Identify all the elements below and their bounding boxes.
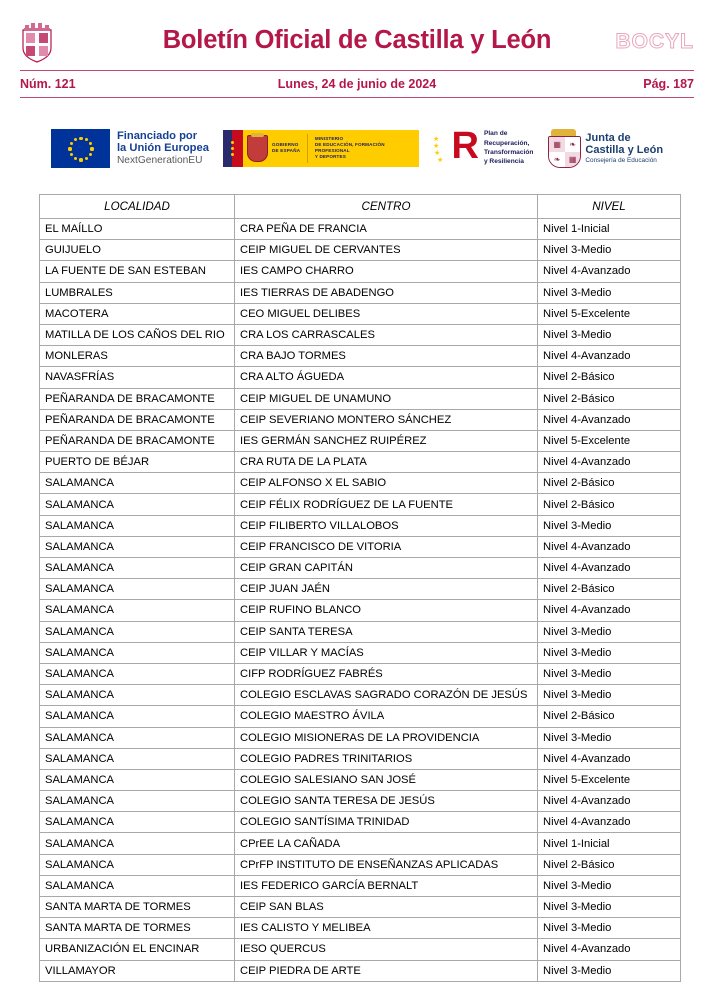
- table-header-row: [40, 195, 681, 219]
- cell-nivel: Nivel 4-Avanzado: [538, 748, 681, 769]
- plan-recuperacion-logo: [432, 124, 534, 167]
- cell-localidad: SALAMANCA: [40, 536, 235, 557]
- centros-table-wrapper: [39, 194, 680, 982]
- ministry-line3: Y DEPORTES: [314, 154, 346, 160]
- cell-centro: CPrFP INSTITUTO DE ENSEÑANZAS APLICADAS: [235, 854, 538, 875]
- table-row: [40, 473, 681, 494]
- cell-localidad: SALAMANCA: [40, 727, 235, 748]
- cell-centro: COLEGIO PADRES TRINITARIOS: [235, 748, 538, 769]
- cell-localidad: SALAMANCA: [40, 642, 235, 663]
- table-row: [40, 600, 681, 621]
- cell-centro: IES CALISTO Y MELIBEA: [235, 918, 538, 939]
- cell-nivel: Nivel 2-Básico: [538, 579, 681, 600]
- cell-localidad: SALAMANCA: [40, 663, 235, 684]
- table-row: [40, 324, 681, 345]
- spain-coat-of-arms-icon: [243, 130, 272, 167]
- cell-localidad: SALAMANCA: [40, 600, 235, 621]
- table-row: [40, 240, 681, 261]
- cell-localidad: SALAMANCA: [40, 875, 235, 896]
- eu-funding-line2: la Unión Europea: [116, 141, 209, 154]
- ministry-line2: DE EDUCACIÓN, FORMACIÓN PROFESIONAL: [314, 141, 385, 153]
- cell-localidad: VILLAMAYOR: [40, 960, 235, 981]
- issue-date: Lunes, 24 de junio de 2024: [277, 77, 437, 91]
- cell-localidad: SALAMANCA: [40, 854, 235, 875]
- european-union-logo: [51, 129, 209, 168]
- cell-centro: COLEGIO MISIONERAS DE LA PROVIDENCIA: [235, 727, 538, 748]
- cell-localidad: MONLERAS: [40, 346, 235, 367]
- cell-nivel: Nivel 4-Avanzado: [538, 261, 681, 282]
- prtr-mark-icon: ★ ★ ★ ★ R: [432, 124, 479, 167]
- cell-localidad: PUERTO DE BÉJAR: [40, 452, 235, 473]
- cell-nivel: Nivel 3-Medio: [538, 897, 681, 918]
- cell-centro: CRA RUTA DE LA PLATA: [235, 452, 538, 473]
- cell-nivel: Nivel 4-Avanzado: [538, 939, 681, 960]
- cell-localidad: SALAMANCA: [40, 812, 235, 833]
- table-row: [40, 282, 681, 303]
- cell-nivel: Nivel 4-Avanzado: [538, 452, 681, 473]
- table-row: [40, 621, 681, 642]
- cell-localidad: LUMBRALES: [40, 282, 235, 303]
- cell-localidad: PEÑARANDA DE BRACAMONTE: [40, 388, 235, 409]
- table-row: [40, 452, 681, 473]
- cell-nivel: Nivel 2-Básico: [538, 388, 681, 409]
- cell-nivel: Nivel 4-Avanzado: [538, 600, 681, 621]
- table-row: [40, 663, 681, 684]
- cell-localidad: PEÑARANDA DE BRACAMONTE: [40, 430, 235, 451]
- cell-centro: CPrEE LA CAÑADA: [235, 833, 538, 854]
- prtr-letter: R: [451, 124, 479, 167]
- cell-nivel: Nivel 3-Medio: [538, 875, 681, 896]
- centros-table: [39, 194, 681, 982]
- cell-localidad: GUIJUELO: [40, 240, 235, 261]
- table-row: [40, 769, 681, 790]
- cell-nivel: Nivel 3-Medio: [538, 515, 681, 536]
- cell-localidad: SALAMANCA: [40, 769, 235, 790]
- cell-nivel: Nivel 3-Medio: [538, 240, 681, 261]
- junta-castilla-leon-logo: [547, 129, 663, 167]
- cell-centro: CEIP MIGUEL DE CERVANTES: [235, 240, 538, 261]
- cell-localidad: SALAMANCA: [40, 515, 235, 536]
- cell-centro: CEIP VILLAR Y MACÍAS: [235, 642, 538, 663]
- table-row: [40, 918, 681, 939]
- cell-localidad: SALAMANCA: [40, 473, 235, 494]
- cell-centro: COLEGIO SANTÍSIMA TRINIDAD: [235, 812, 538, 833]
- table-row: [40, 960, 681, 981]
- cell-localidad: SANTA MARTA DE TORMES: [40, 918, 235, 939]
- table-row: [40, 494, 681, 515]
- cell-centro: IES CAMPO CHARRO: [235, 261, 538, 282]
- junta-coat-of-arms-icon: ▦ ❧ ❧ ▦: [547, 129, 580, 167]
- cell-centro: IESO QUERCUS: [235, 939, 538, 960]
- table-row: [40, 642, 681, 663]
- column-header-localidad: LOCALIDAD: [40, 195, 235, 219]
- cell-localidad: SALAMANCA: [40, 579, 235, 600]
- cell-centro: CEIP RUFINO BLANCO: [235, 600, 538, 621]
- column-header-centro: CENTRO: [235, 195, 538, 219]
- table-row: [40, 833, 681, 854]
- cell-centro: CRA BAJO TORMES: [235, 346, 538, 367]
- table-row: [40, 791, 681, 812]
- junta-line3: Consejería de Educación: [585, 157, 657, 165]
- table-row: [40, 219, 681, 240]
- page-title: Boletín Oficial de Castilla y León: [162, 26, 552, 54]
- cell-nivel: Nivel 1-Inicial: [538, 833, 681, 854]
- table-row: [40, 706, 681, 727]
- table-row: [40, 303, 681, 324]
- cell-centro: CEIP FILIBERTO VILLALOBOS: [235, 515, 538, 536]
- eu-funding-line1: Financiado por: [116, 129, 198, 142]
- table-row: [40, 685, 681, 706]
- cell-localidad: SALAMANCA: [40, 494, 235, 515]
- prtr-line4: y Resiliencia: [483, 158, 524, 166]
- cell-nivel: Nivel 2-Básico: [538, 473, 681, 494]
- cell-centro: CRA ALTO ÁGUEDA: [235, 367, 538, 388]
- table-row: [40, 812, 681, 833]
- gobierno-de-espana-logo: [223, 130, 419, 167]
- cell-nivel: Nivel 4-Avanzado: [538, 346, 681, 367]
- cell-localidad: SALAMANCA: [40, 833, 235, 854]
- table-row: [40, 261, 681, 282]
- cell-nivel: Nivel 4-Avanzado: [538, 536, 681, 557]
- cell-nivel: Nivel 3-Medio: [538, 642, 681, 663]
- cell-centro: CEIP SANTA TERESA: [235, 621, 538, 642]
- cell-nivel: Nivel 3-Medio: [538, 324, 681, 345]
- cell-centro: IES TIERRAS DE ABADENGO: [235, 282, 538, 303]
- cell-localidad: SALAMANCA: [40, 621, 235, 642]
- cell-localidad: MATILLA DE LOS CAÑOS DEL RIO: [40, 324, 235, 345]
- funding-logo-banner: [0, 120, 714, 176]
- cell-localidad: SALAMANCA: [40, 791, 235, 812]
- cell-centro: CRA PEÑA DE FRANCIA: [235, 219, 538, 240]
- table-row: [40, 558, 681, 579]
- table-row: [40, 409, 681, 430]
- cell-nivel: Nivel 2-Básico: [538, 494, 681, 515]
- column-header-nivel: NIVEL: [538, 195, 681, 219]
- prtr-line2: Recuperación,: [483, 139, 530, 147]
- cell-centro: COLEGIO MAESTRO ÁVILA: [235, 706, 538, 727]
- cell-nivel: Nivel 3-Medio: [538, 727, 681, 748]
- table-row: [40, 346, 681, 367]
- cell-centro: IES FEDERICO GARCÍA BERNALT: [235, 875, 538, 896]
- bocyl-logo: BOCYL: [615, 30, 694, 53]
- cell-centro: COLEGIO ESCLAVAS SAGRADO CORAZÓN DE JESÚS: [235, 685, 538, 706]
- cell-localidad: SALAMANCA: [40, 558, 235, 579]
- table-row: [40, 939, 681, 960]
- cell-nivel: Nivel 4-Avanzado: [538, 791, 681, 812]
- cell-nivel: Nivel 5-Excelente: [538, 769, 681, 790]
- cell-centro: CEIP FRANCISCO DE VITORIA: [235, 536, 538, 557]
- masthead: [0, 0, 714, 70]
- cell-centro: IES GERMÁN SANCHEZ RUIPÉREZ: [235, 430, 538, 451]
- cell-nivel: Nivel 3-Medio: [538, 918, 681, 939]
- cell-nivel: Nivel 2-Básico: [538, 854, 681, 875]
- cell-nivel: Nivel 3-Medio: [538, 282, 681, 303]
- cell-nivel: Nivel 1-Inicial: [538, 219, 681, 240]
- junta-line2: Castilla y León: [585, 144, 664, 156]
- table-row: [40, 388, 681, 409]
- eu-flag-icon: [51, 129, 110, 168]
- cell-centro: CEIP SAN BLAS: [235, 897, 538, 918]
- table-row: [40, 748, 681, 769]
- cell-localidad: SALAMANCA: [40, 685, 235, 706]
- page-number: Pág. 187: [643, 77, 694, 91]
- cell-centro: CEIP JUAN JAÉN: [235, 579, 538, 600]
- cell-nivel: Nivel 3-Medio: [538, 663, 681, 684]
- cell-nivel: Nivel 2-Básico: [538, 367, 681, 388]
- issue-number: Núm. 121: [20, 77, 76, 91]
- issue-bar: [20, 70, 694, 98]
- cell-localidad: NAVASFRÍAS: [40, 367, 235, 388]
- cell-centro: CEIP PIEDRA DE ARTE: [235, 960, 538, 981]
- cell-centro: COLEGIO SANTA TERESA DE JESÚS: [235, 791, 538, 812]
- ministry-line1: MINISTERIO: [314, 135, 344, 141]
- eu-funding-line3: NextGenerationEU: [116, 155, 203, 167]
- table-body: [40, 219, 681, 982]
- cell-centro: CEIP SEVERIANO MONTERO SÁNCHEZ: [235, 409, 538, 430]
- table-row: [40, 536, 681, 557]
- cell-centro: CRA LOS CARRASCALES: [235, 324, 538, 345]
- prtr-line1: Plan de: [483, 130, 508, 138]
- cell-nivel: Nivel 3-Medio: [538, 960, 681, 981]
- table-row: [40, 897, 681, 918]
- cell-centro: CEIP FÉLIX RODRÍGUEZ DE LA FUENTE: [235, 494, 538, 515]
- cell-localidad: SALAMANCA: [40, 706, 235, 727]
- cell-centro: CEO MIGUEL DELIBES: [235, 303, 538, 324]
- gobierno-line1: GOBIERNO: [271, 141, 299, 147]
- cell-centro: COLEGIO SALESIANO SAN JOSÉ: [235, 769, 538, 790]
- table-row: [40, 367, 681, 388]
- cell-nivel: Nivel 5-Excelente: [538, 430, 681, 451]
- prtr-line3: Transformación: [483, 149, 534, 156]
- cell-nivel: Nivel 3-Medio: [538, 685, 681, 706]
- gobierno-line2: DE ESPAÑA: [271, 148, 301, 153]
- cell-localidad: PEÑARANDA DE BRACAMONTE: [40, 409, 235, 430]
- table-row: [40, 515, 681, 536]
- table-row: [40, 875, 681, 896]
- cell-nivel: Nivel 5-Excelente: [538, 303, 681, 324]
- cell-localidad: SANTA MARTA DE TORMES: [40, 897, 235, 918]
- cell-localidad: SALAMANCA: [40, 748, 235, 769]
- cell-centro: CIFP RODRÍGUEZ FABRÉS: [235, 663, 538, 684]
- cell-nivel: Nivel 4-Avanzado: [538, 409, 681, 430]
- cell-localidad: MACOTERA: [40, 303, 235, 324]
- table-row: [40, 430, 681, 451]
- cell-centro: CEIP GRAN CAPITÁN: [235, 558, 538, 579]
- junta-line1: Junta de: [585, 131, 631, 144]
- cell-localidad: URBANIZACIÓN EL ENCINAR: [40, 939, 235, 960]
- cell-centro: CEIP MIGUEL DE UNAMUNO: [235, 388, 538, 409]
- cell-localidad: LA FUENTE DE SAN ESTEBAN: [40, 261, 235, 282]
- table-row: [40, 727, 681, 748]
- table-row: [40, 854, 681, 875]
- cell-centro: CEIP ALFONSO X EL SABIO: [235, 473, 538, 494]
- cell-nivel: Nivel 3-Medio: [538, 621, 681, 642]
- spain-flag-icon: [223, 130, 243, 167]
- cell-nivel: Nivel 4-Avanzado: [538, 812, 681, 833]
- cell-nivel: Nivel 4-Avanzado: [538, 558, 681, 579]
- table-row: [40, 579, 681, 600]
- cell-nivel: Nivel 2-Básico: [538, 706, 681, 727]
- cell-localidad: EL MAÍLLO: [40, 219, 235, 240]
